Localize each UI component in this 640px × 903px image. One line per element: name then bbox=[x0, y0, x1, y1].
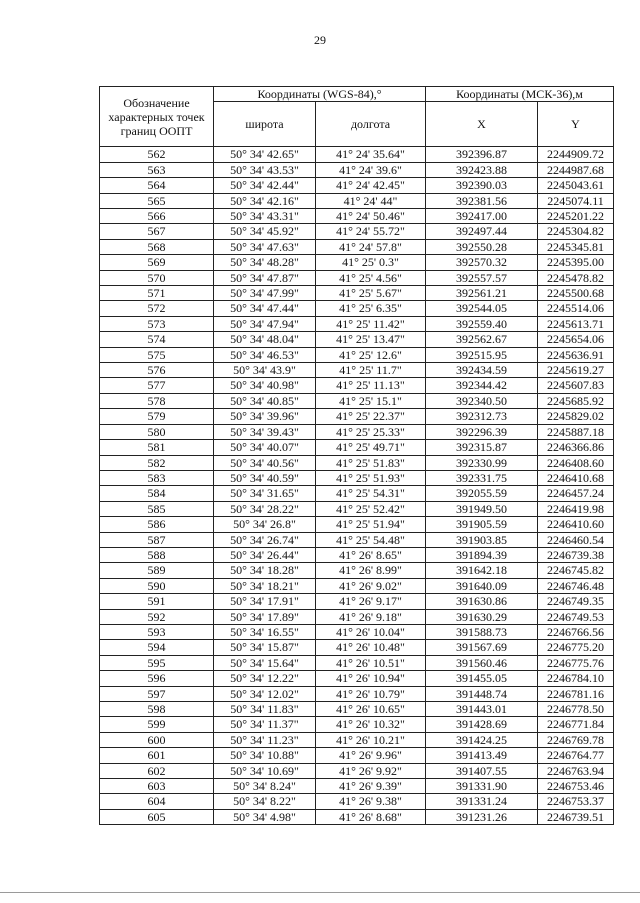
header-latitude: широта bbox=[214, 102, 316, 147]
y-cell: 2246746.48 bbox=[538, 578, 614, 593]
latitude-cell: 50° 34' 12.02" bbox=[214, 686, 316, 701]
y-cell: 2245613.71 bbox=[538, 316, 614, 331]
y-cell: 2246410.68 bbox=[538, 470, 614, 485]
longitude-cell: 41° 25' 12.6" bbox=[316, 347, 426, 362]
longitude-cell: 41° 25' 6.35" bbox=[316, 301, 426, 316]
longitude-cell: 41° 24' 55.72" bbox=[316, 224, 426, 239]
header-wgs84-group: Координаты (WGS-84),° bbox=[214, 87, 426, 102]
point-id-cell: 599 bbox=[100, 717, 214, 732]
x-cell: 392055.59 bbox=[426, 486, 538, 501]
y-cell: 2246764.77 bbox=[538, 748, 614, 763]
latitude-cell: 50° 34' 42.65" bbox=[214, 147, 316, 162]
point-id-cell: 564 bbox=[100, 178, 214, 193]
point-id-cell: 581 bbox=[100, 440, 214, 455]
longitude-cell: 41° 26' 8.68" bbox=[316, 809, 426, 824]
point-id-cell: 594 bbox=[100, 640, 214, 655]
table-row bbox=[100, 470, 614, 485]
longitude-cell: 41° 25' 51.83" bbox=[316, 455, 426, 470]
point-id-cell: 584 bbox=[100, 486, 214, 501]
point-id-cell: 597 bbox=[100, 686, 214, 701]
y-cell: 2245478.82 bbox=[538, 270, 614, 285]
point-id-cell: 604 bbox=[100, 794, 214, 809]
latitude-cell: 50° 34' 40.07" bbox=[214, 440, 316, 455]
longitude-cell: 41° 25' 11.42" bbox=[316, 316, 426, 331]
latitude-cell: 50° 34' 17.91" bbox=[214, 594, 316, 609]
x-cell: 391443.01 bbox=[426, 702, 538, 717]
latitude-cell: 50° 34' 10.88" bbox=[214, 748, 316, 763]
x-cell: 392515.95 bbox=[426, 347, 538, 362]
table-row bbox=[100, 655, 614, 670]
y-cell: 2245887.18 bbox=[538, 424, 614, 439]
latitude-cell: 50° 34' 15.87" bbox=[214, 640, 316, 655]
longitude-cell: 41° 26' 9.18" bbox=[316, 609, 426, 624]
x-cell: 391331.90 bbox=[426, 779, 538, 794]
y-cell: 2245395.00 bbox=[538, 255, 614, 270]
point-id-cell: 598 bbox=[100, 702, 214, 717]
x-cell: 391949.50 bbox=[426, 501, 538, 516]
point-id-cell: 570 bbox=[100, 270, 214, 285]
point-id-cell: 582 bbox=[100, 455, 214, 470]
table-row bbox=[100, 609, 614, 624]
y-cell: 2246771.84 bbox=[538, 717, 614, 732]
x-cell: 392381.56 bbox=[426, 193, 538, 208]
latitude-cell: 50° 34' 43.9" bbox=[214, 363, 316, 378]
table-row bbox=[100, 702, 614, 717]
y-cell: 2245829.02 bbox=[538, 409, 614, 424]
table-row bbox=[100, 686, 614, 701]
table-row bbox=[100, 763, 614, 778]
longitude-cell: 41° 26' 9.92" bbox=[316, 763, 426, 778]
latitude-cell: 50° 34' 16.55" bbox=[214, 624, 316, 639]
latitude-cell: 50° 34' 18.21" bbox=[214, 578, 316, 593]
latitude-cell: 50° 34' 39.96" bbox=[214, 409, 316, 424]
header-point-id: Обозначение характерных точек границ ООПТ bbox=[100, 87, 214, 147]
longitude-cell: 41° 25' 15.1" bbox=[316, 393, 426, 408]
latitude-cell: 50° 34' 8.22" bbox=[214, 794, 316, 809]
point-id-cell: 562 bbox=[100, 147, 214, 162]
table-row bbox=[100, 547, 614, 562]
x-cell: 391642.18 bbox=[426, 563, 538, 578]
longitude-cell: 41° 25' 5.67" bbox=[316, 286, 426, 301]
point-id-cell: 591 bbox=[100, 594, 214, 609]
y-cell: 2246460.54 bbox=[538, 532, 614, 547]
table-row bbox=[100, 594, 614, 609]
latitude-cell: 50° 34' 26.74" bbox=[214, 532, 316, 547]
table-row bbox=[100, 270, 614, 285]
table-row bbox=[100, 624, 614, 639]
longitude-cell: 41° 26' 10.04" bbox=[316, 624, 426, 639]
x-cell: 392544.05 bbox=[426, 301, 538, 316]
table-row bbox=[100, 732, 614, 747]
y-cell: 2246753.37 bbox=[538, 794, 614, 809]
point-id-cell: 571 bbox=[100, 286, 214, 301]
table-body bbox=[100, 147, 614, 825]
longitude-cell: 41° 26' 10.51" bbox=[316, 655, 426, 670]
table-row bbox=[100, 378, 614, 393]
longitude-cell: 41° 24' 44" bbox=[316, 193, 426, 208]
x-cell: 392423.88 bbox=[426, 162, 538, 177]
point-id-cell: 578 bbox=[100, 393, 214, 408]
longitude-cell: 41° 25' 52.42" bbox=[316, 501, 426, 516]
x-cell: 392557.57 bbox=[426, 270, 538, 285]
y-cell: 2246778.50 bbox=[538, 702, 614, 717]
header-longitude: долгота bbox=[316, 102, 426, 147]
x-cell: 391905.59 bbox=[426, 517, 538, 532]
y-cell: 2246749.35 bbox=[538, 594, 614, 609]
table-row bbox=[100, 424, 614, 439]
y-cell: 2245514.06 bbox=[538, 301, 614, 316]
table-row bbox=[100, 532, 614, 547]
x-cell: 392344.42 bbox=[426, 378, 538, 393]
y-cell: 2246457.24 bbox=[538, 486, 614, 501]
latitude-cell: 50° 34' 39.43" bbox=[214, 424, 316, 439]
latitude-cell: 50° 34' 45.92" bbox=[214, 224, 316, 239]
table-row bbox=[100, 748, 614, 763]
table-row bbox=[100, 301, 614, 316]
point-id-cell: 589 bbox=[100, 563, 214, 578]
x-cell: 392396.87 bbox=[426, 147, 538, 162]
y-cell: 2246366.86 bbox=[538, 440, 614, 455]
point-id-cell: 567 bbox=[100, 224, 214, 239]
y-cell: 2246419.98 bbox=[538, 501, 614, 516]
longitude-cell: 41° 26' 10.65" bbox=[316, 702, 426, 717]
longitude-cell: 41° 26' 9.38" bbox=[316, 794, 426, 809]
longitude-cell: 41° 26' 9.39" bbox=[316, 779, 426, 794]
longitude-cell: 41° 26' 8.65" bbox=[316, 547, 426, 562]
x-cell: 392331.75 bbox=[426, 470, 538, 485]
table-row bbox=[100, 178, 614, 193]
table-row bbox=[100, 347, 614, 362]
x-cell: 392434.59 bbox=[426, 363, 538, 378]
longitude-cell: 41° 25' 0.3" bbox=[316, 255, 426, 270]
latitude-cell: 50° 34' 48.04" bbox=[214, 332, 316, 347]
x-cell: 391231.26 bbox=[426, 809, 538, 824]
y-cell: 2245619.27 bbox=[538, 363, 614, 378]
table-row bbox=[100, 440, 614, 455]
y-cell: 2245201.22 bbox=[538, 209, 614, 224]
table-row bbox=[100, 455, 614, 470]
x-cell: 391428.69 bbox=[426, 717, 538, 732]
point-id-cell: 595 bbox=[100, 655, 214, 670]
x-cell: 391455.05 bbox=[426, 671, 538, 686]
point-id-cell: 576 bbox=[100, 363, 214, 378]
latitude-cell: 50° 34' 47.94" bbox=[214, 316, 316, 331]
longitude-cell: 41° 24' 57.8" bbox=[316, 239, 426, 254]
point-id-cell: 592 bbox=[100, 609, 214, 624]
latitude-cell: 50° 34' 10.69" bbox=[214, 763, 316, 778]
latitude-cell: 50° 34' 11.83" bbox=[214, 702, 316, 717]
latitude-cell: 50° 34' 11.37" bbox=[214, 717, 316, 732]
x-cell: 392340.50 bbox=[426, 393, 538, 408]
table-row bbox=[100, 809, 614, 824]
table-row bbox=[100, 209, 614, 224]
x-cell: 392497.44 bbox=[426, 224, 538, 239]
latitude-cell: 50° 34' 18.28" bbox=[214, 563, 316, 578]
table-row bbox=[100, 486, 614, 501]
point-id-cell: 563 bbox=[100, 162, 214, 177]
longitude-cell: 41° 25' 49.71" bbox=[316, 440, 426, 455]
latitude-cell: 50° 34' 42.16" bbox=[214, 193, 316, 208]
header-msk36-group: Координаты (МСК-36),м bbox=[426, 87, 614, 102]
y-cell: 2246763.94 bbox=[538, 763, 614, 778]
table-row bbox=[100, 193, 614, 208]
x-cell: 391588.73 bbox=[426, 624, 538, 639]
point-id-cell: 585 bbox=[100, 501, 214, 516]
y-cell: 2245654.06 bbox=[538, 332, 614, 347]
x-cell: 391640.09 bbox=[426, 578, 538, 593]
latitude-cell: 50° 34' 40.85" bbox=[214, 393, 316, 408]
point-id-cell: 602 bbox=[100, 763, 214, 778]
coordinates-table bbox=[99, 86, 614, 825]
y-cell: 2246775.20 bbox=[538, 640, 614, 655]
y-cell: 2246739.38 bbox=[538, 547, 614, 562]
y-cell: 2245500.68 bbox=[538, 286, 614, 301]
y-cell: 2245345.81 bbox=[538, 239, 614, 254]
x-cell: 391903.85 bbox=[426, 532, 538, 547]
x-cell: 391560.46 bbox=[426, 655, 538, 670]
point-id-cell: 568 bbox=[100, 239, 214, 254]
table-row bbox=[100, 779, 614, 794]
longitude-cell: 41° 26' 10.94" bbox=[316, 671, 426, 686]
longitude-cell: 41° 26' 9.17" bbox=[316, 594, 426, 609]
latitude-cell: 50° 34' 47.44" bbox=[214, 301, 316, 316]
y-cell: 2246745.82 bbox=[538, 563, 614, 578]
y-cell: 2246410.60 bbox=[538, 517, 614, 532]
table-row bbox=[100, 393, 614, 408]
table-row bbox=[100, 501, 614, 516]
y-cell: 2246784.10 bbox=[538, 671, 614, 686]
latitude-cell: 50° 34' 28.22" bbox=[214, 501, 316, 516]
x-cell: 392561.21 bbox=[426, 286, 538, 301]
y-cell: 2246781.16 bbox=[538, 686, 614, 701]
y-cell: 2244987.68 bbox=[538, 162, 614, 177]
y-cell: 2246739.51 bbox=[538, 809, 614, 824]
latitude-cell: 50° 34' 40.56" bbox=[214, 455, 316, 470]
point-id-cell: 565 bbox=[100, 193, 214, 208]
point-id-cell: 590 bbox=[100, 578, 214, 593]
table-row bbox=[100, 671, 614, 686]
table-row bbox=[100, 640, 614, 655]
point-id-cell: 583 bbox=[100, 470, 214, 485]
x-cell: 391424.25 bbox=[426, 732, 538, 747]
table-row bbox=[100, 563, 614, 578]
header-x: X bbox=[426, 102, 538, 147]
point-id-cell: 603 bbox=[100, 779, 214, 794]
longitude-cell: 41° 26' 10.48" bbox=[316, 640, 426, 655]
point-id-cell: 574 bbox=[100, 332, 214, 347]
point-id-cell: 580 bbox=[100, 424, 214, 439]
longitude-cell: 41° 25' 13.47" bbox=[316, 332, 426, 347]
latitude-cell: 50° 34' 26.8" bbox=[214, 517, 316, 532]
y-cell: 2246749.53 bbox=[538, 609, 614, 624]
table-row bbox=[100, 255, 614, 270]
point-id-cell: 601 bbox=[100, 748, 214, 763]
latitude-cell: 50° 34' 42.44" bbox=[214, 178, 316, 193]
x-cell: 392330.99 bbox=[426, 455, 538, 470]
x-cell: 392562.67 bbox=[426, 332, 538, 347]
latitude-cell: 50° 34' 47.99" bbox=[214, 286, 316, 301]
y-cell: 2246775.76 bbox=[538, 655, 614, 670]
table-row bbox=[100, 717, 614, 732]
table-row bbox=[100, 224, 614, 239]
latitude-cell: 50° 34' 8.24" bbox=[214, 779, 316, 794]
point-id-cell: 586 bbox=[100, 517, 214, 532]
y-cell: 2245607.83 bbox=[538, 378, 614, 393]
point-id-cell: 575 bbox=[100, 347, 214, 362]
x-cell: 391894.39 bbox=[426, 547, 538, 562]
longitude-cell: 41° 25' 22.37" bbox=[316, 409, 426, 424]
point-id-cell: 596 bbox=[100, 671, 214, 686]
latitude-cell: 50° 34' 11.23" bbox=[214, 732, 316, 747]
longitude-cell: 41° 24' 35.64" bbox=[316, 147, 426, 162]
point-id-cell: 579 bbox=[100, 409, 214, 424]
y-cell: 2245304.82 bbox=[538, 224, 614, 239]
longitude-cell: 41° 26' 10.79" bbox=[316, 686, 426, 701]
x-cell: 391448.74 bbox=[426, 686, 538, 701]
longitude-cell: 41° 25' 11.7" bbox=[316, 363, 426, 378]
x-cell: 391567.69 bbox=[426, 640, 538, 655]
point-id-cell: 572 bbox=[100, 301, 214, 316]
table-row bbox=[100, 363, 614, 378]
longitude-cell: 41° 26' 9.96" bbox=[316, 748, 426, 763]
longitude-cell: 41° 26' 8.99" bbox=[316, 563, 426, 578]
y-cell: 2246753.46 bbox=[538, 779, 614, 794]
table-row bbox=[100, 578, 614, 593]
longitude-cell: 41° 25' 4.56" bbox=[316, 270, 426, 285]
latitude-cell: 50° 34' 26.44" bbox=[214, 547, 316, 562]
x-cell: 391630.29 bbox=[426, 609, 538, 624]
y-cell: 2245685.92 bbox=[538, 393, 614, 408]
point-id-cell: 569 bbox=[100, 255, 214, 270]
table-row bbox=[100, 162, 614, 177]
y-cell: 2245636.91 bbox=[538, 347, 614, 362]
table-row bbox=[100, 517, 614, 532]
latitude-cell: 50° 34' 43.53" bbox=[214, 162, 316, 177]
latitude-cell: 50° 34' 47.63" bbox=[214, 239, 316, 254]
page-number: 29 bbox=[314, 33, 326, 47]
longitude-cell: 41° 25' 51.94" bbox=[316, 517, 426, 532]
latitude-cell: 50° 34' 40.59" bbox=[214, 470, 316, 485]
longitude-cell: 41° 25' 11.13" bbox=[316, 378, 426, 393]
point-id-cell: 605 bbox=[100, 809, 214, 824]
longitude-cell: 41° 26' 10.32" bbox=[316, 717, 426, 732]
longitude-cell: 41° 25' 25.33" bbox=[316, 424, 426, 439]
table-row bbox=[100, 794, 614, 809]
point-id-cell: 566 bbox=[100, 209, 214, 224]
x-cell: 392390.03 bbox=[426, 178, 538, 193]
bottom-divider bbox=[0, 892, 640, 893]
latitude-cell: 50° 34' 40.98" bbox=[214, 378, 316, 393]
x-cell: 392315.87 bbox=[426, 440, 538, 455]
point-id-cell: 587 bbox=[100, 532, 214, 547]
x-cell: 392570.32 bbox=[426, 255, 538, 270]
table-row bbox=[100, 286, 614, 301]
x-cell: 391331.24 bbox=[426, 794, 538, 809]
latitude-cell: 50° 34' 47.87" bbox=[214, 270, 316, 285]
point-id-cell: 593 bbox=[100, 624, 214, 639]
longitude-cell: 41° 24' 39.6" bbox=[316, 162, 426, 177]
longitude-cell: 41° 24' 50.46" bbox=[316, 209, 426, 224]
latitude-cell: 50° 34' 48.28" bbox=[214, 255, 316, 270]
point-id-cell: 577 bbox=[100, 378, 214, 393]
x-cell: 392550.28 bbox=[426, 239, 538, 254]
x-cell: 391413.49 bbox=[426, 748, 538, 763]
x-cell: 392417.00 bbox=[426, 209, 538, 224]
latitude-cell: 50° 34' 46.53" bbox=[214, 347, 316, 362]
table-row bbox=[100, 316, 614, 331]
latitude-cell: 50° 34' 4.98" bbox=[214, 809, 316, 824]
point-id-cell: 588 bbox=[100, 547, 214, 562]
longitude-cell: 41° 26' 10.21" bbox=[316, 732, 426, 747]
y-cell: 2245043.61 bbox=[538, 178, 614, 193]
x-cell: 391630.86 bbox=[426, 594, 538, 609]
latitude-cell: 50° 34' 15.64" bbox=[214, 655, 316, 670]
longitude-cell: 41° 25' 54.31" bbox=[316, 486, 426, 501]
y-cell: 2246408.60 bbox=[538, 455, 614, 470]
y-cell: 2245074.11 bbox=[538, 193, 614, 208]
x-cell: 392296.39 bbox=[426, 424, 538, 439]
x-cell: 392559.40 bbox=[426, 316, 538, 331]
table-row bbox=[100, 239, 614, 254]
longitude-cell: 41° 26' 9.02" bbox=[316, 578, 426, 593]
y-cell: 2244909.72 bbox=[538, 147, 614, 162]
point-id-cell: 573 bbox=[100, 316, 214, 331]
latitude-cell: 50° 34' 12.22" bbox=[214, 671, 316, 686]
latitude-cell: 50° 34' 31.65" bbox=[214, 486, 316, 501]
header-y: Y bbox=[538, 102, 614, 147]
x-cell: 392312.73 bbox=[426, 409, 538, 424]
latitude-cell: 50° 34' 17.89" bbox=[214, 609, 316, 624]
table-row bbox=[100, 332, 614, 347]
table-row bbox=[100, 409, 614, 424]
longitude-cell: 41° 25' 54.48" bbox=[316, 532, 426, 547]
x-cell: 391407.55 bbox=[426, 763, 538, 778]
y-cell: 2246766.56 bbox=[538, 624, 614, 639]
longitude-cell: 41° 25' 51.93" bbox=[316, 470, 426, 485]
longitude-cell: 41° 24' 42.45" bbox=[316, 178, 426, 193]
table-row bbox=[100, 147, 614, 162]
point-id-cell: 600 bbox=[100, 732, 214, 747]
y-cell: 2246769.78 bbox=[538, 732, 614, 747]
latitude-cell: 50° 34' 43.31" bbox=[214, 209, 316, 224]
